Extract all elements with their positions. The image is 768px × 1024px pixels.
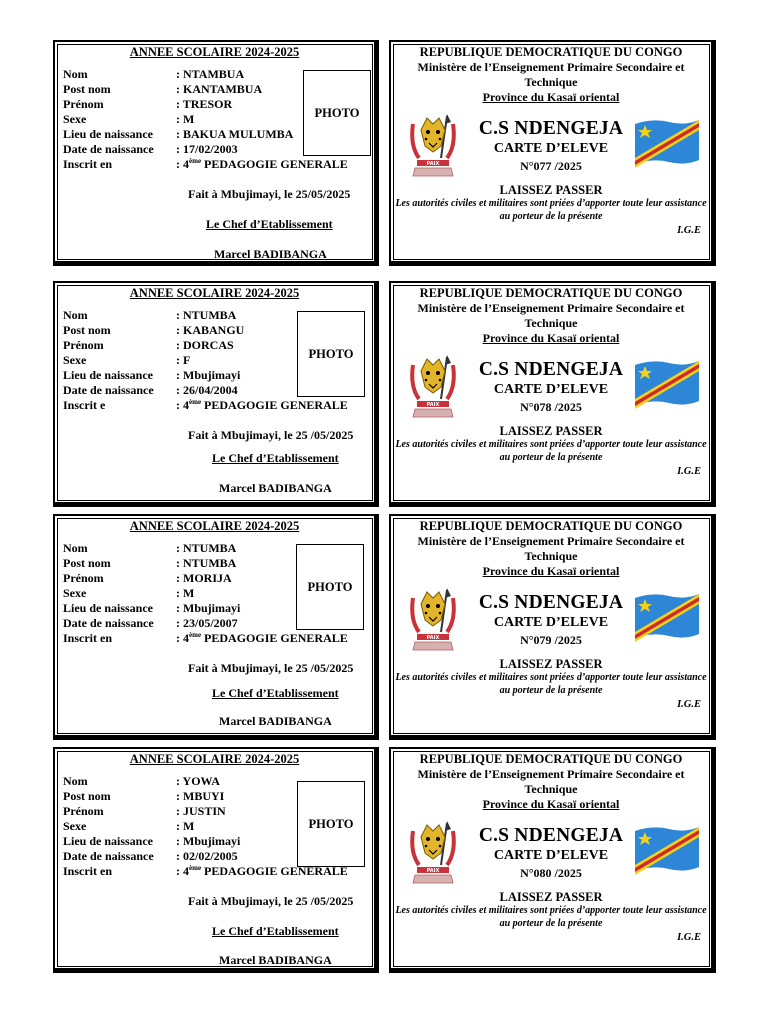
field-lieu-naissance [63,834,240,849]
value-nom: : NTUMBA [176,541,237,555]
label-inscrit: Inscrit e [63,398,106,412]
grade-superscript: ème [189,157,202,165]
card-title: CARTE D’ELEVE [493,141,609,156]
field-date-naissance [63,616,238,631]
field-date-naissance [63,849,238,864]
chef-etablissement-title: Le Chef d’Etablissement [206,217,333,231]
label-post-nom: Post nom [63,556,111,570]
ige-label: I.G.E [677,932,701,943]
value-post-nom: : MBUYI [176,789,225,803]
school-name: C.S NDENGEJA [478,118,624,139]
value-date-naissance: : 17/02/2003 [176,142,238,156]
laissez-passer-title: LAISSEZ PASSER [499,657,603,671]
chef-etablissement-title: Le Chef d’Etablissement [212,686,339,700]
field-date-naissance [63,383,238,398]
school-year-title: ANNEE SCOLAIRE 2024-2025 [129,286,300,300]
school-name: C.S NDENGEJA [478,359,624,380]
grade-text: PEDAGOGIE GENERALE [201,864,348,878]
label-lieu-naissance: Lieu de naissance [63,127,154,141]
authorities-note: Les autorités civiles et militaires sont priées d’apporter toute leur assistance au porteur de la présente [395,672,707,696]
field-sexe [63,112,194,127]
value-lieu-naissance: : BAKUA MULUMBA [176,127,294,141]
label-post-nom: Post nom [63,323,111,337]
value-date-naissance: : 26/04/2004 [176,383,238,397]
field-nom [63,67,244,82]
photo-box [297,781,365,867]
label-prenom: Prénom [63,571,104,585]
value-sexe: : F [176,353,191,367]
value-sexe: : M [176,586,195,600]
field-sexe [63,819,194,834]
field-inscrit [63,157,348,172]
school-year-title: ANNEE SCOLAIRE 2024-2025 [129,752,300,766]
field-lieu-naissance [63,127,293,142]
grade-superscript: ème [189,864,202,872]
value-date-naissance: : 02/02/2005 [176,849,238,863]
ige-label: I.G.E [677,466,701,477]
chief-name: Marcel BADIBANGA [214,247,327,261]
grade-superscript: ème [189,398,202,406]
field-prenom [63,338,234,353]
label-post-nom: Post nom [63,789,111,803]
photo-label: PHOTO [308,346,354,361]
value-date-naissance: : 23/05/2007 [176,616,238,630]
label-lieu-naissance: Lieu de naissance [63,834,154,848]
label-sexe: Sexe [63,819,87,833]
value-grade [176,157,348,171]
field-nom [63,541,236,556]
label-sexe: Sexe [63,112,87,126]
value-grade [176,631,348,645]
value-sexe: : M [176,819,195,833]
emblem-banner: PAIX [426,635,440,641]
drc-flag-icon [629,823,703,879]
ige-label: I.G.E [677,699,701,710]
label-prenom: Prénom [63,338,104,352]
value-prenom: : JUSTIN [176,804,226,818]
chief-name: Marcel BADIBANGA [219,953,332,967]
label-lieu-naissance: Lieu de naissance [63,368,154,382]
label-date-naissance: Date de naissance [63,616,154,630]
label-inscrit: Inscrit en [63,864,112,878]
chef-etablissement-title: Le Chef d’Etablissement [212,451,339,465]
grade-superscript: ème [189,631,202,639]
label-lieu-naissance: Lieu de naissance [63,601,154,615]
emblem-banner: PAIX [426,868,440,874]
value-post-nom: : NTUMBA [176,556,237,570]
label-nom: Nom [63,67,88,81]
grade-prefix: : 4 [176,157,189,171]
card-title: CARTE D’ELEVE [493,382,609,397]
label-inscrit: Inscrit en [63,157,112,171]
province-title: Province du Kasaï oriental [482,564,620,578]
label-post-nom: Post nom [63,82,111,96]
authorities-note: Les autorités civiles et militaires sont priées d’apporter toute leur assistance au porteur de la présente [395,905,707,929]
republic-title: REPUBLIQUE DEMOCRATIQUE DU CONGO [419,752,683,766]
label-prenom: Prénom [63,97,104,111]
drc-flag-icon [629,116,703,172]
ministry-title: Ministère de l’Enseignement Primaire Secondaire et Technique [417,534,685,563]
student-card-back [389,40,716,266]
photo-label: PHOTO [307,579,353,594]
student-card-back [389,514,716,740]
label-nom: Nom [63,541,88,555]
coat-of-arms-icon [407,586,459,652]
grade-prefix: : 4 [176,864,189,878]
emblem-banner: PAIX [426,402,440,408]
authorities-note: Les autorités civiles et militaires sont priées d’apporter toute leur assistance au porteur de la présente [395,198,707,222]
card-title: CARTE D’ELEVE [493,848,609,863]
label-sexe: Sexe [63,353,87,367]
field-post-nom [63,556,236,571]
fait-a-line: Fait à Mbujimayi, le 25 /05/2025 [188,661,354,675]
value-lieu-naissance: : Mbujimayi [176,834,241,848]
school-name: C.S NDENGEJA [478,592,624,613]
photo-label: PHOTO [314,105,360,120]
field-sexe [63,353,190,368]
grade-prefix: : 4 [176,631,189,645]
ministry-title: Ministère de l’Enseignement Primaire Secondaire et Technique [417,60,685,89]
photo-box [297,311,365,397]
student-card-front [53,747,379,973]
photo-label: PHOTO [308,816,354,831]
province-title: Province du Kasaï oriental [482,797,620,811]
student-card-front [53,40,379,266]
republic-title: REPUBLIQUE DEMOCRATIQUE DU CONGO [419,45,683,59]
label-inscrit: Inscrit en [63,631,112,645]
student-card-front [53,514,379,740]
laissez-passer-title: LAISSEZ PASSER [499,183,603,197]
value-post-nom: : KABANGU [176,323,245,337]
label-nom: Nom [63,774,88,788]
card-number: N°079 /2025 [520,633,582,647]
grade-text: PEDAGOGIE GENERALE [201,631,348,645]
field-lieu-naissance [63,601,240,616]
label-sexe: Sexe [63,586,87,600]
field-prenom [63,97,232,112]
ige-label: I.G.E [677,225,701,236]
student-card-back [389,747,716,973]
drc-flag-icon [629,357,703,413]
fait-a-line: Fait à Mbujimayi, le 25/05/2025 [188,187,351,201]
province-title: Province du Kasaï oriental [482,90,620,104]
card-number: N°080 /2025 [520,866,582,880]
grade-text: PEDAGOGIE GENERALE [201,157,348,171]
value-lieu-naissance: : Mbujimayi [176,601,241,615]
coat-of-arms-icon [407,353,459,419]
field-post-nom [63,323,244,338]
field-date-naissance [63,142,238,157]
label-prenom: Prénom [63,804,104,818]
value-nom: : NTUMBA [176,308,237,322]
fait-a-line: Fait à Mbujimayi, le 25 /05/2025 [188,428,354,442]
laissez-passer-title: LAISSEZ PASSER [499,890,603,904]
field-prenom [63,571,232,586]
field-post-nom [63,789,224,804]
value-prenom: : MORIJA [176,571,232,585]
value-nom: : NTAMBUA [176,67,245,81]
value-lieu-naissance: : Mbujimayi [176,368,241,382]
coat-of-arms-icon [407,819,459,885]
field-prenom [63,804,226,819]
label-date-naissance: Date de naissance [63,383,154,397]
republic-title: REPUBLIQUE DEMOCRATIQUE DU CONGO [419,286,683,300]
value-sexe: : M [176,112,195,126]
label-nom: Nom [63,308,88,322]
emblem-banner: PAIX [426,161,440,167]
field-sexe [63,586,194,601]
drc-flag-icon [629,590,703,646]
student-card-back [389,281,716,507]
value-post-nom: : KANTAMBUA [176,82,263,96]
label-date-naissance: Date de naissance [63,849,154,863]
photo-box [303,70,371,156]
card-number: N°078 /2025 [520,400,582,414]
field-post-nom [63,82,262,97]
ministry-title: Ministère de l’Enseignement Primaire Secondaire et Technique [417,301,685,330]
card-number: N°077 /2025 [520,159,582,173]
school-year-title: ANNEE SCOLAIRE 2024-2025 [129,45,300,59]
value-nom: : YOWA [176,774,220,788]
value-prenom: : TRESOR [176,97,233,111]
school-name: C.S NDENGEJA [478,825,624,846]
school-year-title: ANNEE SCOLAIRE 2024-2025 [129,519,300,533]
laissez-passer-title: LAISSEZ PASSER [499,424,603,438]
grade-prefix: : 4 [176,398,189,412]
student-card-front [53,281,379,507]
fait-a-line: Fait à Mbujimayi, le 25 /05/2025 [188,894,354,908]
field-lieu-naissance [63,368,240,383]
ministry-title: Ministère de l’Enseignement Primaire Secondaire et Technique [417,767,685,796]
card-title: CARTE D’ELEVE [493,615,609,630]
chief-name: Marcel BADIBANGA [219,714,332,728]
value-grade [176,398,348,412]
chef-etablissement-title: Le Chef d’Etablissement [212,924,339,938]
authorities-note: Les autorités civiles et militaires sont priées d’apporter toute leur assistance au porteur de la présente [395,439,707,463]
field-nom [63,308,236,323]
field-inscrit [63,398,348,413]
photo-box [296,544,364,630]
field-nom [63,774,220,789]
value-prenom: : DORCAS [176,338,234,352]
field-inscrit [63,631,348,646]
label-date-naissance: Date de naissance [63,142,154,156]
republic-title: REPUBLIQUE DEMOCRATIQUE DU CONGO [419,519,683,533]
grade-text: PEDAGOGIE GENERALE [201,398,348,412]
chief-name: Marcel BADIBANGA [219,481,332,495]
coat-of-arms-icon [407,112,459,178]
province-title: Province du Kasaï oriental [482,331,620,345]
